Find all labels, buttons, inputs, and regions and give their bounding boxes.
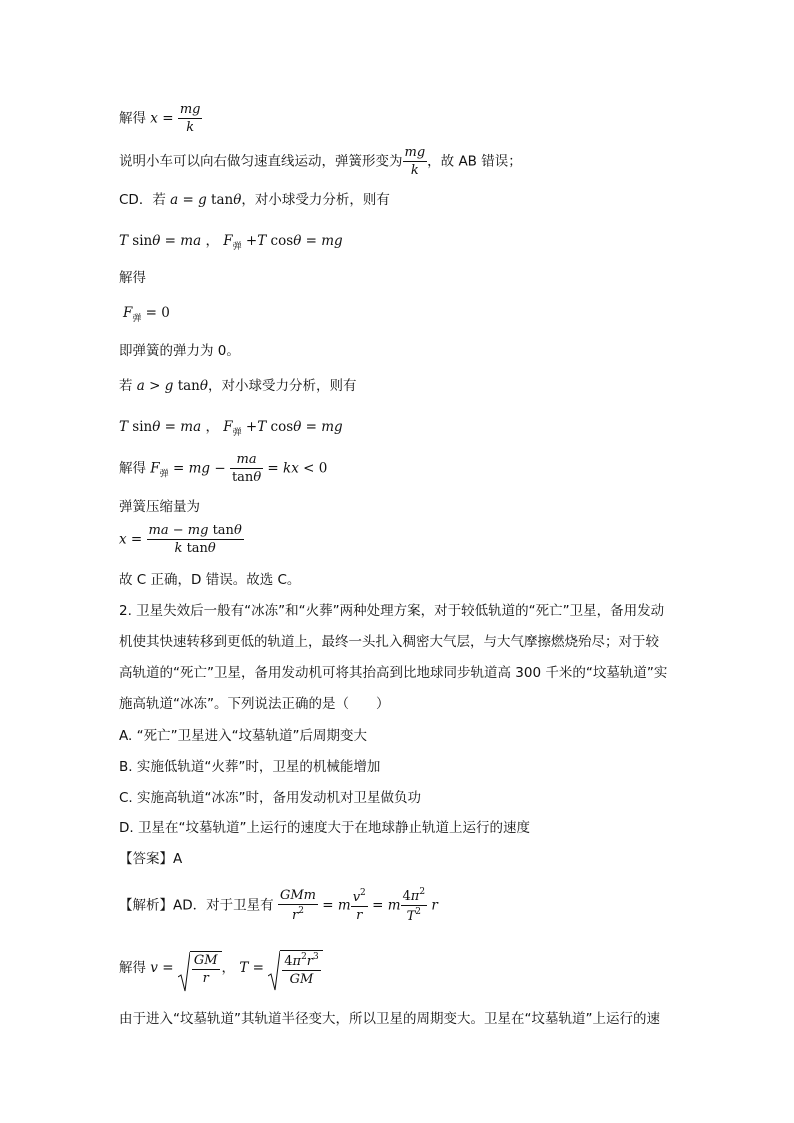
question-2-line-4: 施高轨道“冰冻”。下列说法正确的是（ ） bbox=[119, 696, 390, 712]
fraction-compression: $\frac{\text{ma − mg tanθ}}{\text{k tanθ}}$ bbox=[148, 523, 242, 556]
analysis-tag: 【解析】 bbox=[119, 897, 173, 914]
answer-value: A bbox=[173, 851, 183, 867]
explanation-suffix: ，故 AB 错误； bbox=[427, 153, 522, 170]
solve-label-3: 解得 bbox=[119, 460, 146, 477]
cd-mid: ，对小球受力分析，则有 bbox=[241, 192, 390, 208]
option-d: D. 卫星在“坟墓轨道”上运行的速度大于在地球静止轨道上运行的速度 bbox=[119, 820, 530, 836]
option-b: B. 实施低轨道“火葬”时，卫星的机械能增加 bbox=[119, 759, 381, 775]
fraction-4pi2-over-t2: $\frac{4\pi^2}{T^2}$ bbox=[402, 887, 426, 924]
fraction-mg-over-k-2: $\frac{mg}{k}$ bbox=[404, 145, 426, 178]
explanation-line bbox=[119, 146, 522, 177]
conclusion-line: 故 C 正确，D 错误。故选 C。 bbox=[119, 572, 301, 588]
answer-tag: 【答案】 bbox=[119, 851, 173, 867]
spring-force-zero-text: 即弹簧的弹力为 0。 bbox=[119, 343, 240, 359]
solve-label-2: 解得 bbox=[119, 270, 146, 286]
cd-condition-line: CD．若 a = g tanθ，对小球受力分析，则有 bbox=[119, 192, 390, 208]
formula-f-eq-zero: $F_弹 = 0$ bbox=[123, 305, 170, 324]
question-2-line-3: 高轨道的“死亡”卫星，备用发动机可将其抬高到比地球同步轨道高 300 千米的“坟墓轨道”实 bbox=[119, 665, 668, 681]
formula-x-equals: x bbox=[150, 110, 158, 127]
question-2-line-1: 2. 卫星失效后一般有“冰冻”和“火葬”两种处理方案，对于较低轨道的“死亡”卫星，备用发动 bbox=[119, 603, 665, 619]
fraction-mg-over-k: $\frac{mg}{k}$ bbox=[179, 102, 201, 135]
fraction-gmm-over-r2: $\frac{\text{GMm}}{r^2}$ bbox=[279, 888, 316, 923]
formula-a-eq-gtan: a bbox=[165, 192, 183, 208]
separator: ， bbox=[221, 960, 236, 976]
solve-label: 解得 bbox=[119, 110, 151, 127]
compression-label: 弹簧压缩量为 bbox=[119, 499, 200, 515]
cd-prefix: CD．若 bbox=[119, 192, 166, 208]
sqrt-gm-over-r: $\frac{GM}{r}$ bbox=[178, 951, 222, 985]
explanation-text: 说明小车可以向右做匀速直线运动，弹簧形变为 bbox=[119, 153, 403, 170]
solve-x-line: 解得 x = $\frac{mg}{k}$ bbox=[119, 102, 201, 135]
force-equations-1: T sinθ = ma ， $F_弹 +T$ cosθ = mg bbox=[119, 233, 343, 252]
force-equations-2: T sinθ = ma ， $F_弹 +T$ cosθ = mg bbox=[119, 419, 343, 438]
fraction-v2-over-r: $\frac{v^2}{r}$ bbox=[352, 888, 366, 923]
solve-v-t-line: 解得 v = $\frac{GM}{r}$ ， T = $\frac{4\pi^2r^3}{GM}$ bbox=[119, 950, 323, 986]
option-c: C. 实施高轨道“冰冻”时，备用发动机对卫星做负功 bbox=[119, 790, 421, 806]
option-a: A. “死亡”卫星进入“坟墓轨道”后周期变大 bbox=[119, 728, 368, 744]
if-label: 若 bbox=[119, 378, 133, 394]
analysis-prefix: AD．对于卫星有 bbox=[173, 897, 274, 914]
fraction-ma-over-tan: $\frac{ma}{\tan\theta}$ bbox=[231, 452, 262, 485]
solve-f-line: 解得 $F_弹$ = mg − $\frac{ma}{\tan\theta}$ = kx < 0 bbox=[119, 452, 328, 485]
sqrt-period-formula: $\frac{4\pi^2r^3}{GM}$ bbox=[268, 950, 323, 986]
final-explanation-line: 由于进入“坟墓轨道”其轨道半径变大，所以卫星的周期变大。卫星在“坟墓轨道”上运行的速 bbox=[119, 1011, 660, 1027]
compression-formula: x = $\frac{\text{ma − mg tanθ}}{\text{k tanθ}}$ bbox=[119, 523, 242, 556]
question-2-line-2: 机使其快速转移到更低的轨道上，最终一头扎入稠密大气层，与大气摩擦燃烧殆尽；对于较 bbox=[119, 634, 659, 650]
answer-line bbox=[119, 853, 182, 867]
solve-label-4: 解得 bbox=[119, 960, 146, 976]
second-mid: ，对小球受力分析，则有 bbox=[208, 378, 357, 394]
second-condition-line: 若 a > g tanθ，对小球受力分析，则有 bbox=[119, 378, 357, 394]
analysis-line: 【解析】AD．对于卫星有 $\frac{\text{GMm}}{r^2}$ = m $\frac{v^2}{r}$ = m $\frac{4\pi^2}{T^2}$ r bbox=[119, 887, 438, 924]
